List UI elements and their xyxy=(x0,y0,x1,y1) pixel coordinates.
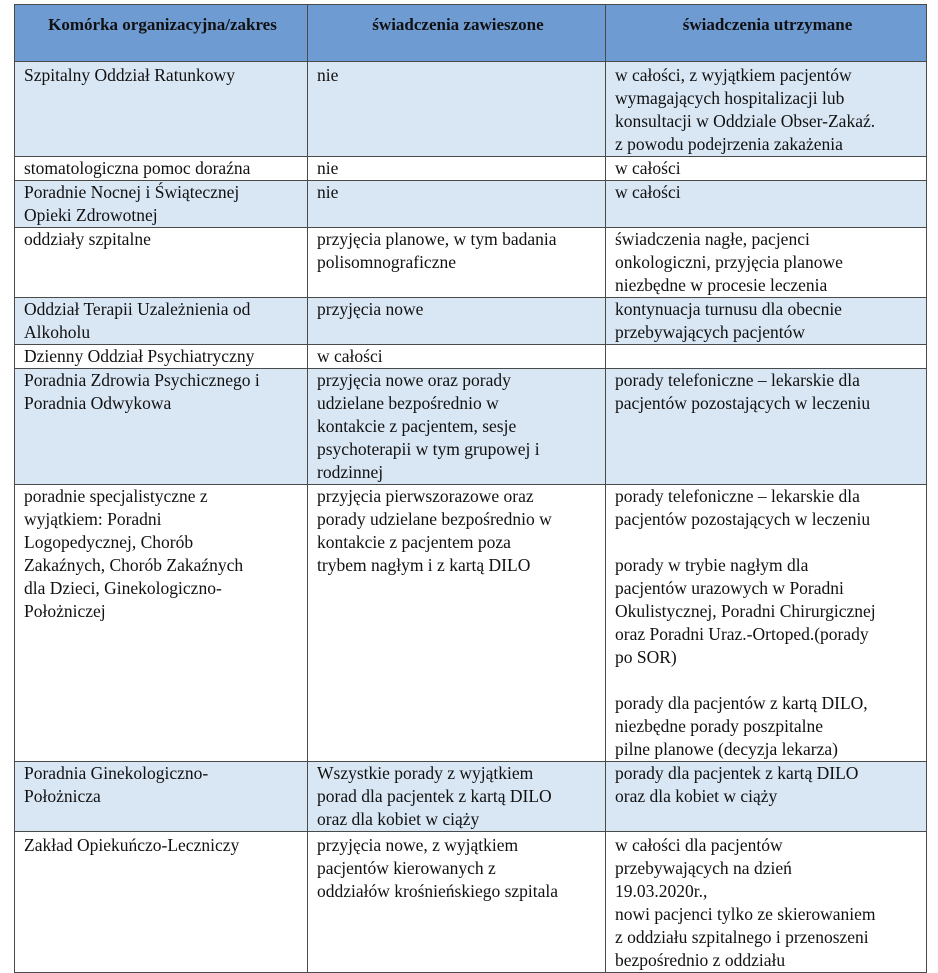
unit-cell: Szpitalny Oddział Ratunkowy xyxy=(15,62,308,157)
maintained-cell: w całości dla pacjentów przebywających na dzień 19.03.2020r., nowi pacjenci tylko ze skierowaniem z oddziału szpitalnego i przenoszeni bezpośrednio z oddziału xyxy=(606,832,927,973)
suspended-cell: nie xyxy=(308,62,606,157)
suspended-cell: przyjęcia nowe xyxy=(308,298,606,345)
header-maintained: świadczenia utrzymane xyxy=(606,5,927,62)
header-suspended: świadczenia zawieszone xyxy=(308,5,606,62)
maintained-cell: w całości xyxy=(606,181,927,228)
maintained-cell: kontynuacja turnusu dla obecnie przebywających pacjentów xyxy=(606,298,927,345)
suspended-cell: przyjęcia planowe, w tym badania polisomnograficzne xyxy=(308,228,606,298)
table-row xyxy=(15,62,927,157)
maintained-cell: porady telefoniczne – lekarskie dla pacjentów pozostających w leczeniu porady w trybie nagłym dla pacjentów urazowych w Poradni Okulistycznej, Poradni Chirurgicznej oraz Poradni Uraz.-Ortoped.(porady po SOR) porady dla pacjentów z kartą DILO, niezbędne porady poszpitalne pilne planowe (decyzja lekarza) xyxy=(606,485,927,762)
services-table xyxy=(14,4,927,973)
suspended-cell: przyjęcia pierwszorazowe oraz porady udzielane bezpośrednio w kontakcie z pacjentem poza trybem nagłym i z kartą DILO xyxy=(308,485,606,762)
table-row xyxy=(15,369,927,485)
suspended-cell: nie xyxy=(308,157,606,181)
table-row xyxy=(15,832,927,973)
table-row xyxy=(15,181,927,228)
unit-cell: Dzienny Oddział Psychiatryczny xyxy=(15,345,308,369)
table-row xyxy=(15,228,927,298)
header-unit: Komórka organizacyjna/zakres xyxy=(15,5,308,62)
table-row xyxy=(15,485,927,762)
table-row xyxy=(15,762,927,832)
unit-cell: Oddział Terapii Uzależnienia od Alkoholu xyxy=(15,298,308,345)
maintained-cell: świadczenia nagłe, pacjenci onkologiczni, przyjęcia planowe niezbędne w procesie leczenia xyxy=(606,228,927,298)
suspended-cell: przyjęcia nowe oraz porady udzielane bezpośrednio w kontakcie z pacjentem, sesje psychoterapii w tym grupowej i rodzinnej xyxy=(308,369,606,485)
table-row xyxy=(15,345,927,369)
maintained-cell: w całości, z wyjątkiem pacjentów wymagających hospitalizacji lub konsultacji w Oddziale Obser-Zakaź. z powodu podejrzenia zakażenia xyxy=(606,62,927,157)
unit-cell: oddziały szpitalne xyxy=(15,228,308,298)
suspended-cell: Wszystkie porady z wyjątkiem porad dla pacjentek z kartą DILO oraz dla kobiet w ciąży xyxy=(308,762,606,832)
unit-cell: stomatologiczna pomoc doraźna xyxy=(15,157,308,181)
unit-cell: Poradnia Ginekologiczno- Położnicza xyxy=(15,762,308,832)
maintained-cell: porady telefoniczne – lekarskie dla pacjentów pozostających w leczeniu xyxy=(606,369,927,485)
unit-cell: Poradnia Zdrowia Psychicznego i Poradnia Odwykowa xyxy=(15,369,308,485)
suspended-cell: przyjęcia nowe, z wyjątkiem pacjentów kierowanych z oddziałów krośnieńskiego szpitala xyxy=(308,832,606,973)
maintained-cell: porady dla pacjentek z kartą DILO oraz dla kobiet w ciąży xyxy=(606,762,927,832)
table-header-row xyxy=(15,5,927,62)
maintained-cell xyxy=(606,345,927,369)
services-table-container xyxy=(14,4,926,973)
unit-cell: Poradnie Nocnej i Świątecznej Opieki Zdrowotnej xyxy=(15,181,308,228)
maintained-cell: w całości xyxy=(606,157,927,181)
table-row xyxy=(15,298,927,345)
table-row xyxy=(15,157,927,181)
unit-cell: Zakład Opiekuńczo-Leczniczy xyxy=(15,832,308,973)
unit-cell: poradnie specjalistyczne z wyjątkiem: Poradni Logopedycznej, Chorób Zakaźnych, Chorób Zakaźnych dla Dzieci, Ginekologiczno- Położniczej xyxy=(15,485,308,762)
suspended-cell: w całości xyxy=(308,345,606,369)
suspended-cell: nie xyxy=(308,181,606,228)
